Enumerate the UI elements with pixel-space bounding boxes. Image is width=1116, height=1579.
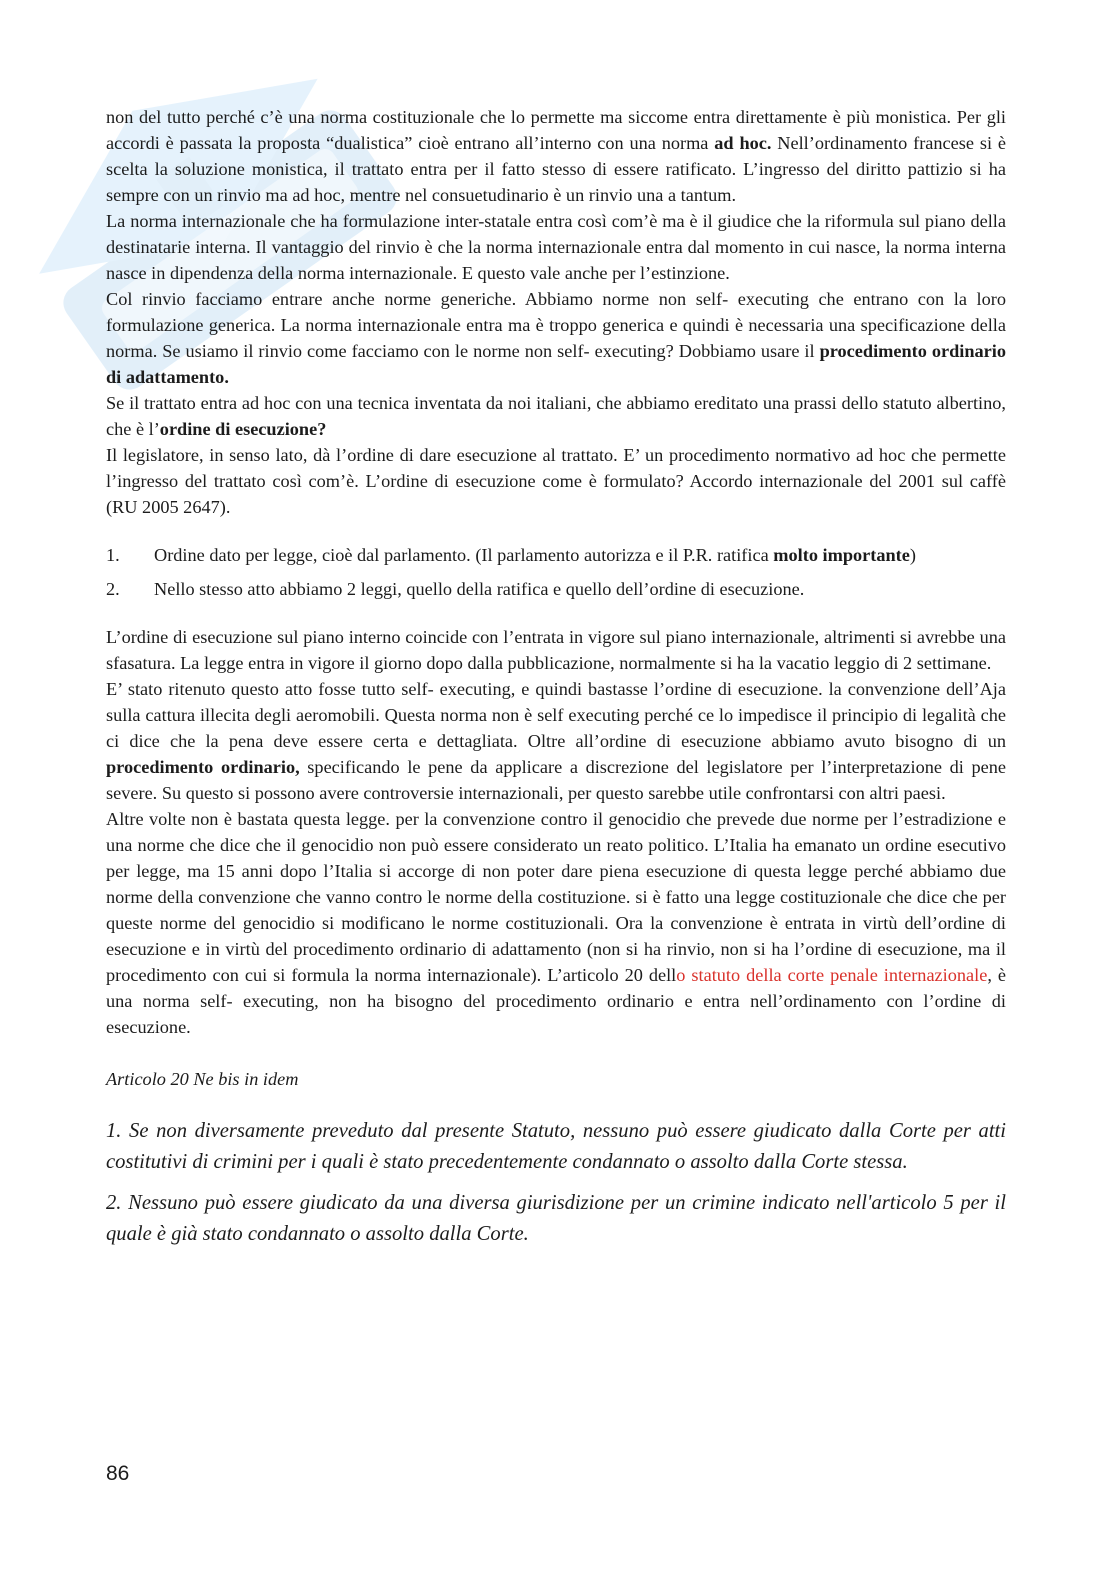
paragraph-6: L’ordine di esecuzione sul piano interno coincide con l’entrata in vigore sul piano internazionale, altrimenti si avrebbe una sfasatura. La legge entra in vigore il giorno dopo dalla pubblicazione, normalmente si ha la vacatio leggio di 2 settimane. — [106, 627, 1006, 673]
list-item-text: Ordine dato per legge, cioè dal parlamento. (Il parlamento autorizza e il P.R. ratifica — [154, 545, 774, 565]
paragraph-1-bold: ad hoc. — [714, 133, 772, 153]
paragraph-3-text-a: Col rinvio facciamo entrare anche norme generiche. Abbiamo norme non self- executing che entrano con la loro formulazione generica. La norma internazionale entra ma è troppo generica e quindi è necessaria una specificazione della norma. Se usiamo il rinvio come facciamo con le norme non self- executing? Dobbiamo usare il — [106, 289, 1006, 361]
paragraph-3-bold: procedimento ordinario di adattamento. — [106, 341, 1006, 387]
paragraph-4-bold: ordine di esecuzione? — [159, 419, 327, 439]
paragraph-4 — [106, 390, 1006, 442]
paragraph-4-text-a: Se il trattato entra ad hoc con una tecnica inventata da noi italiani, che abbiamo ereditato una prassi dello statuto albertino, che è l’ — [106, 393, 1006, 439]
paragraph-7-text-c: specificando le pene da applicare a discrezione del legislatore per l’interpretazione di pene severe. Su questo si possono avere controversie internazionali, per questo sarebbe utile confrontarsi con altri paesi. — [106, 757, 1006, 803]
list-item-text: Nello stesso atto abbiamo 2 leggi, quello della ratifica e quello dell’ordine di esecuzione. — [154, 579, 805, 599]
list-item — [106, 576, 1006, 602]
paragraph-7 — [106, 676, 1006, 806]
article-title: Articolo 20 Ne bis in idem — [106, 1069, 299, 1089]
list-item — [106, 542, 1006, 568]
paragraph-1-text-a: non del tutto perché c’è una norma costituzionale che lo permette ma siccome entra direttamente è più monistica. Per gli accordi è passata la proposta “dualistica” cioè entrano all’interno con una norma — [106, 107, 1006, 153]
statuto-corte-penale-link[interactable]: o statuto della corte penale internazionale — [676, 965, 988, 985]
paragraph-5: Il legislatore, in senso lato, dà l’ordine di dare esecuzione al trattato. E’ un procedimento normativo ad hoc che permette l’ingresso del trattato così com’è. L’ordine di esecuzione come è formulato? Accordo internazionale del 2001 sul caffè (RU 2005 2647). — [106, 445, 1006, 517]
list-item-number: 2. — [106, 579, 120, 599]
page-number: 86 — [106, 1462, 130, 1485]
numbered-list — [106, 542, 1006, 602]
paragraph-8-text-a: Altre volte non è bastata questa legge. per la convenzione contro il genocidio che prevede due norme per l’estradizione e una norme che dice che il genocidio non può essere considerato un reato politico. L’Italia ha emanato un ordine esecutivo per legge, ma 15 anni dopo l’Italia si accorge di non poter dare piena esecuzione di questa legge perché abbiamo due norme della convenzione che vanno contro le norme della costituzione. si è fatto una legge costituzionale che dice che per queste norme del genocidio si modificano le norme costituzionali. Ora la convenzione è entrata in virtù dell’ordine di esecuzione e in virtù del procedimento ordinario di adattamento (non si ha rinvio, non si ha l’ordine di esecuzione, ma il procedimento con cui si formula la norma internazionale). L’articolo 20 dell — [106, 809, 1006, 985]
article-item-2: 2. Nessuno può essere giudicato da una diversa giurisdizione per un crimine indicato nell'articolo 5 per il quale è già stato condannato o assolto dalla Corte. — [106, 1192, 1006, 1245]
article-item-1: 1. Se non diversamente preveduto dal presente Statuto, nessuno può essere giudicato dalla Corte per atti costitutivi di crimini per i quali è stato precedentemente condannato o assolto dalla Corte stessa. — [106, 1120, 1006, 1173]
document-page — [106, 104, 1006, 1250]
paragraph-8-text-c: , è una norma self- executing, non ha bisogno del procedimento ordinario e entra nell’ordinamento con l’ordine di esecuzione. — [106, 965, 1007, 1037]
list-item-number: 1. — [106, 545, 120, 565]
paragraph-7-text-a: E’ stato ritenuto questo atto fosse tutto self- executing, e quindi bastasse l’ordine di esecuzione. la convenzione dell’Aja sulla cattura illecita degli aeromobili. Questa norma non è self executing perché ce lo impedisce il principio di legalità che ci dice che la pena deve essere certa e dettagliata. Oltre all’ordine di esecuzione abbiamo avuto bisogno di un — [106, 679, 1006, 751]
paragraph-1 — [106, 104, 1006, 208]
paragraph-3 — [106, 286, 1006, 390]
paragraph-7-bold: procedimento ordinario, — [106, 757, 300, 777]
list-item-text-end: ) — [909, 545, 916, 565]
paragraph-2: La norma internazionale che ha formulazione inter-statale entra così com’è ma è il giudice che la riformula sul piano della destinatarie interna. Il vantaggio del rinvio è che la norma internazionale entra dal momento in cui nasce, la norma interna nasce in dipendenza della norma internazionale. E questo vale anche per l’estinzione. — [106, 211, 1006, 283]
paragraph-1-text-c: Nell’ordinamento francese si è scelta la soluzione monistica, il trattato entra per il fatto stesso di essere ratificato. L’ingresso del diritto pattizio si ha sempre con un rinvio ma ad hoc, mentre nel consuetudinario è un rinvio una a tantum. — [106, 133, 1007, 205]
list-item-bold: molto importante — [773, 545, 910, 565]
paragraph-8 — [106, 806, 1006, 1040]
